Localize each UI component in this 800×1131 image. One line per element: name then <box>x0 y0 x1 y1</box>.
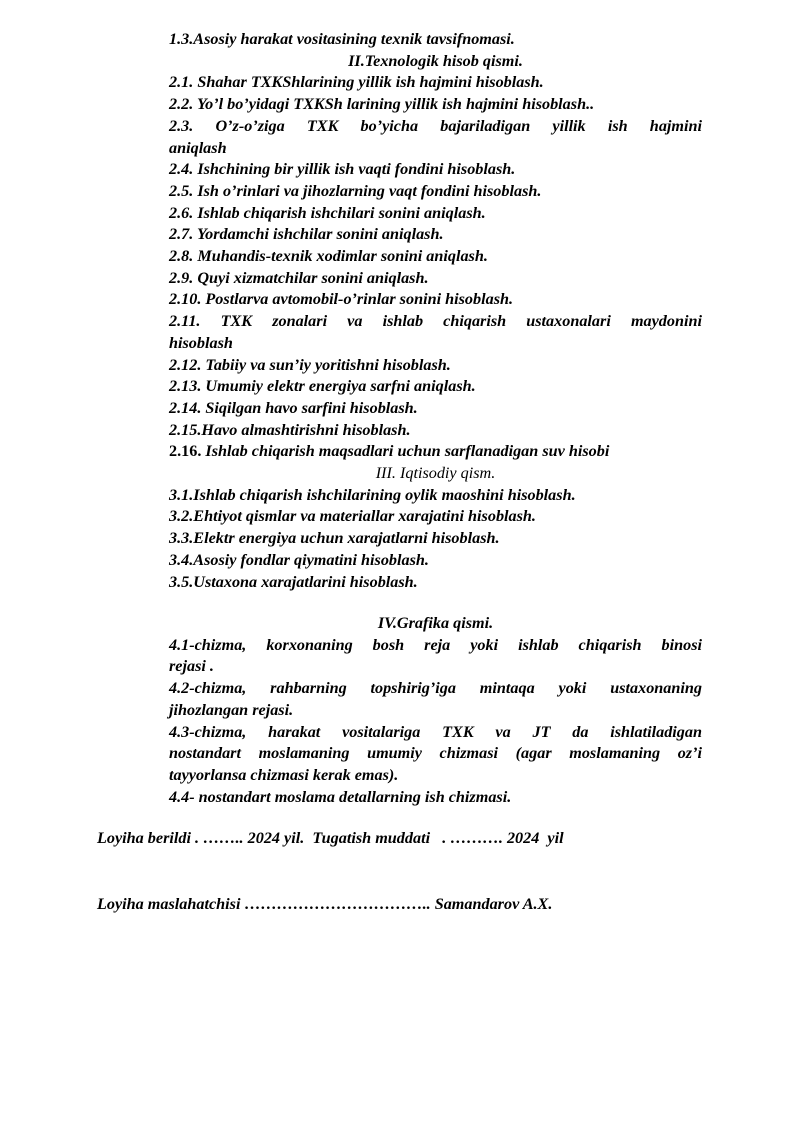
item-4-3-continued-2: tayyorlansa chizmasi kerak emas). <box>169 765 399 784</box>
advisor-line: Loyiha maslahatchisi …………………………….. Samandarov A.X. <box>97 895 553 913</box>
item-2-7: 2.7. Yordamchi ishchilar sonini aniqlash. <box>169 225 444 244</box>
item-4-2-continued: jihozlangan rejasi. <box>169 700 294 719</box>
item-2-10: 2.10. Postlarva avtomobil-o’rinlar sonini hisoblash. <box>169 290 514 309</box>
item-2-2: 2.2. Yo’l bo’yidagi TXKSh larining yillik ish hajmini hisoblash.. <box>169 95 595 114</box>
item-2-1: 2.1. Shahar TXKShlarining yillik ish hajmini hisoblash. <box>169 73 544 92</box>
project-dates-line: Loyiha berildi . …….. 2024 yil. Tugatish muddati . ………. 2024 yil <box>97 829 564 847</box>
item-4-1-continued: rejasi . <box>169 657 214 676</box>
item-2-5: 2.5. Ish o’rinlari va jihozlarning vaqt fondini hisoblash. <box>169 181 542 200</box>
item-3-2: 3.2.Ehtiyot qismlar va materiallar xarajatini hisoblash. <box>169 507 536 526</box>
item-2-16-text: Ishlab chiqarish maqsadlari uchun sarflanadigan suv hisobi <box>205 442 610 461</box>
item-4-4: 4.4- nostandart moslama detallarning ish chizmasi. <box>169 787 512 806</box>
item-2-6: 2.6. Ishlab chiqarish ishchilari sonini aniqlash. <box>169 203 486 222</box>
graphics-section <box>169 613 702 808</box>
section-4-title: IV.Grafika qismi. <box>377 614 494 632</box>
item-2-11: 2.11. TXK zonalari va ishlab chiqarish ustaxonalari maydonini <box>169 312 702 331</box>
item-2-4: 2.4. Ishchining bir yillik ish vaqti fondini hisoblash. <box>169 160 516 179</box>
document-body <box>169 29 702 593</box>
item-2-11-continued: hisoblash <box>169 333 233 352</box>
item-4-3-continued: nostandart moslamaning umumiy chizmasi (agar moslamaning oz’i <box>169 744 702 763</box>
item-2-13: 2.13. Umumiy elektr energiya sarfni aniqlash. <box>169 377 476 396</box>
item-2-14: 2.14. Siqilgan havo sarfini hisoblash. <box>169 398 418 417</box>
item-2-15: 2.15.Havo almashtirishni hisoblash. <box>169 420 411 439</box>
item-4-3: 4.3-chizma, harakat vositalariga TXK va JT da ishlatiladigan <box>169 722 702 741</box>
item-2-16 <box>169 441 702 463</box>
item-4-1: 4.1-chizma, korxonaning bosh reja yoki ishlab chiqarish binosi <box>169 635 702 654</box>
item-3-1: 3.1.Ishlab chiqarish ishchilarining oylik maoshini hisoblash. <box>169 485 576 504</box>
item-3-4: 3.4.Asosiy fondlar qiymatini hisoblash. <box>169 550 429 569</box>
item-3-3: 3.3.Elektr energiya uchun xarajatlarni hisoblash. <box>169 529 500 548</box>
item-2-16-number: 2.16. <box>169 442 202 461</box>
item-4-2: 4.2-chizma, rahbarning topshirig’iga mintaqa yoki ustaxonaning <box>169 679 702 698</box>
item-2-8: 2.8. Muhandis-texnik xodimlar sonini aniqlash. <box>169 247 488 266</box>
section-3-title: III. Iqtisodiy qism. <box>375 464 496 483</box>
item-2-3: 2.3. O’z-o’ziga TXK bo’yicha bajariladigan yillik ish hajmini <box>169 116 702 135</box>
item-2-9: 2.9. Quyi xizmatchilar sonini aniqlash. <box>169 268 429 287</box>
item-3-5: 3.5.Ustaxona xarajatlarini hisoblash. <box>169 572 418 591</box>
item-1-3: 1.3.Asosiy harakat vositasining texnik tavsifnomasi. <box>169 30 515 48</box>
section-2-title: II.Texnologik hisob qismi. <box>348 51 523 70</box>
item-2-3-continued: aniqlash <box>169 138 227 157</box>
item-2-12: 2.12. Tabiiy va sun’iy yoritishni hisoblash. <box>169 355 451 374</box>
